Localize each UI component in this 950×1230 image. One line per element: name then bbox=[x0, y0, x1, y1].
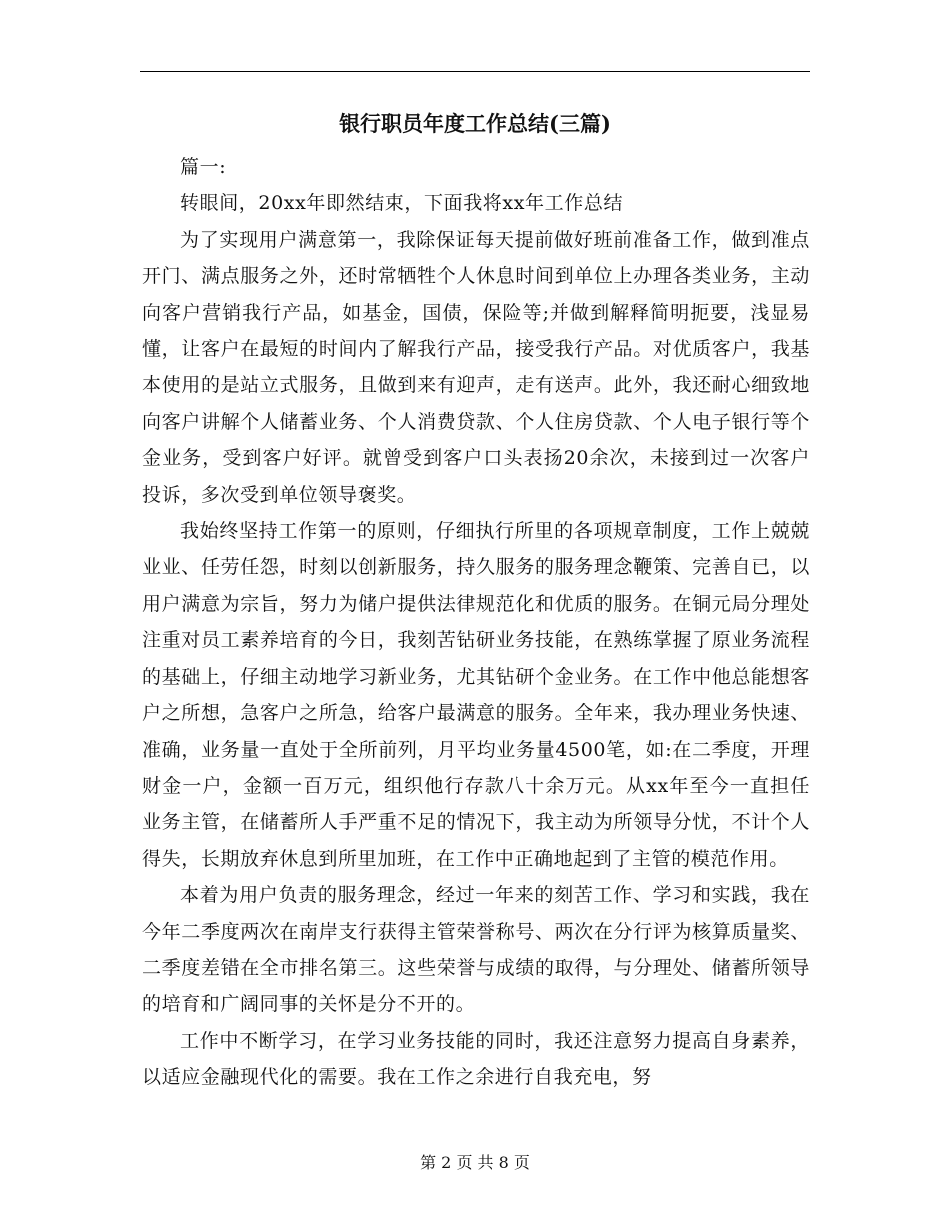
body-paragraph: 工作中不断学习，在学习业务技能的同时，我还注意努力提高自身素养，以适应金融现代化的需要。我在工作之余进行自我充电，努 bbox=[142, 1029, 810, 1089]
body-paragraph: 转眼间，20xx年即然结束，下面我将xx年工作总结 bbox=[180, 192, 624, 215]
header-rule bbox=[140, 71, 810, 72]
body-paragraph: 我始终坚持工作第一的原则，仔细执行所里的各项规章制度，工作上兢兢业业、任劳任怨，时刻以创新服务，持久服务的服务理念鞭策、完善自已，以用户满意为宗旨，努力为储户提供法律规范化和优质的服务。在铜元局分理处注重对员工素养培育的今日，我刻苦钻研业务技能，在熟练掌握了原业务流程的基础上，仔细主动地学习新业务，尤其钻研个金业务。在工作中他总能想客户之所想，急客户之所急，给客户最满意的服务。全年来，我办理业务快速、准确，业务量一直处于全所前列，月平均业务量4500笔，如:在二季度，开理财金一户，金额一百万元，组织他行存款八十余万元。从xx年至今一直担任业务主管，在储蓄所人手严重不足的情况下，我主动为所领导分忧，不计个人得失，长期放弃休息到所里加班，在工作中正确地起到了主管的模范作用。 bbox=[142, 520, 810, 870]
section-heading: 篇一: bbox=[180, 156, 227, 178]
page-number: 第 2 页 共 8 页 bbox=[420, 1153, 530, 1172]
body-paragraph: 为了实现用户满意第一，我除保证每天提前做好班前准备工作，做到准点开门、满点服务之外，还时常牺牲个人休息时间到单位上办理各类业务，主动向客户营销我行产品，如基金，国债，保险等;并做到解释简明扼要，浅显易懂，让客户在最短的时间内了解我行产品，接受我行产品。对优质客户，我基本使用的是站立式服务，且做到来有迎声，走有送声。此外，我还耐心细致地向客户讲解个人储蓄业务、个人消费贷款、个人住房贷款、个人电子银行等个金业务，受到客户好评。就曾受到客户口头表扬20余次，未接到过一次客户投诉，多次受到单位领导褒奖。 bbox=[142, 228, 810, 506]
body-paragraph: 本着为用户负责的服务理念，经过一年来的刻苦工作、学习和实践，我在今年二季度两次在南岸支行获得主管荣誉称号、两次在分行评为核算质量奖、二季度差错在全市排名第三。这些荣誉与成绩的取得，与分理处、储蓄所领导的培育和广阔同事的关怀是分不开的。 bbox=[142, 884, 810, 1016]
document-body bbox=[142, 149, 810, 1096]
document-title: 银行职员年度工作总结(三篇) bbox=[339, 111, 611, 136]
